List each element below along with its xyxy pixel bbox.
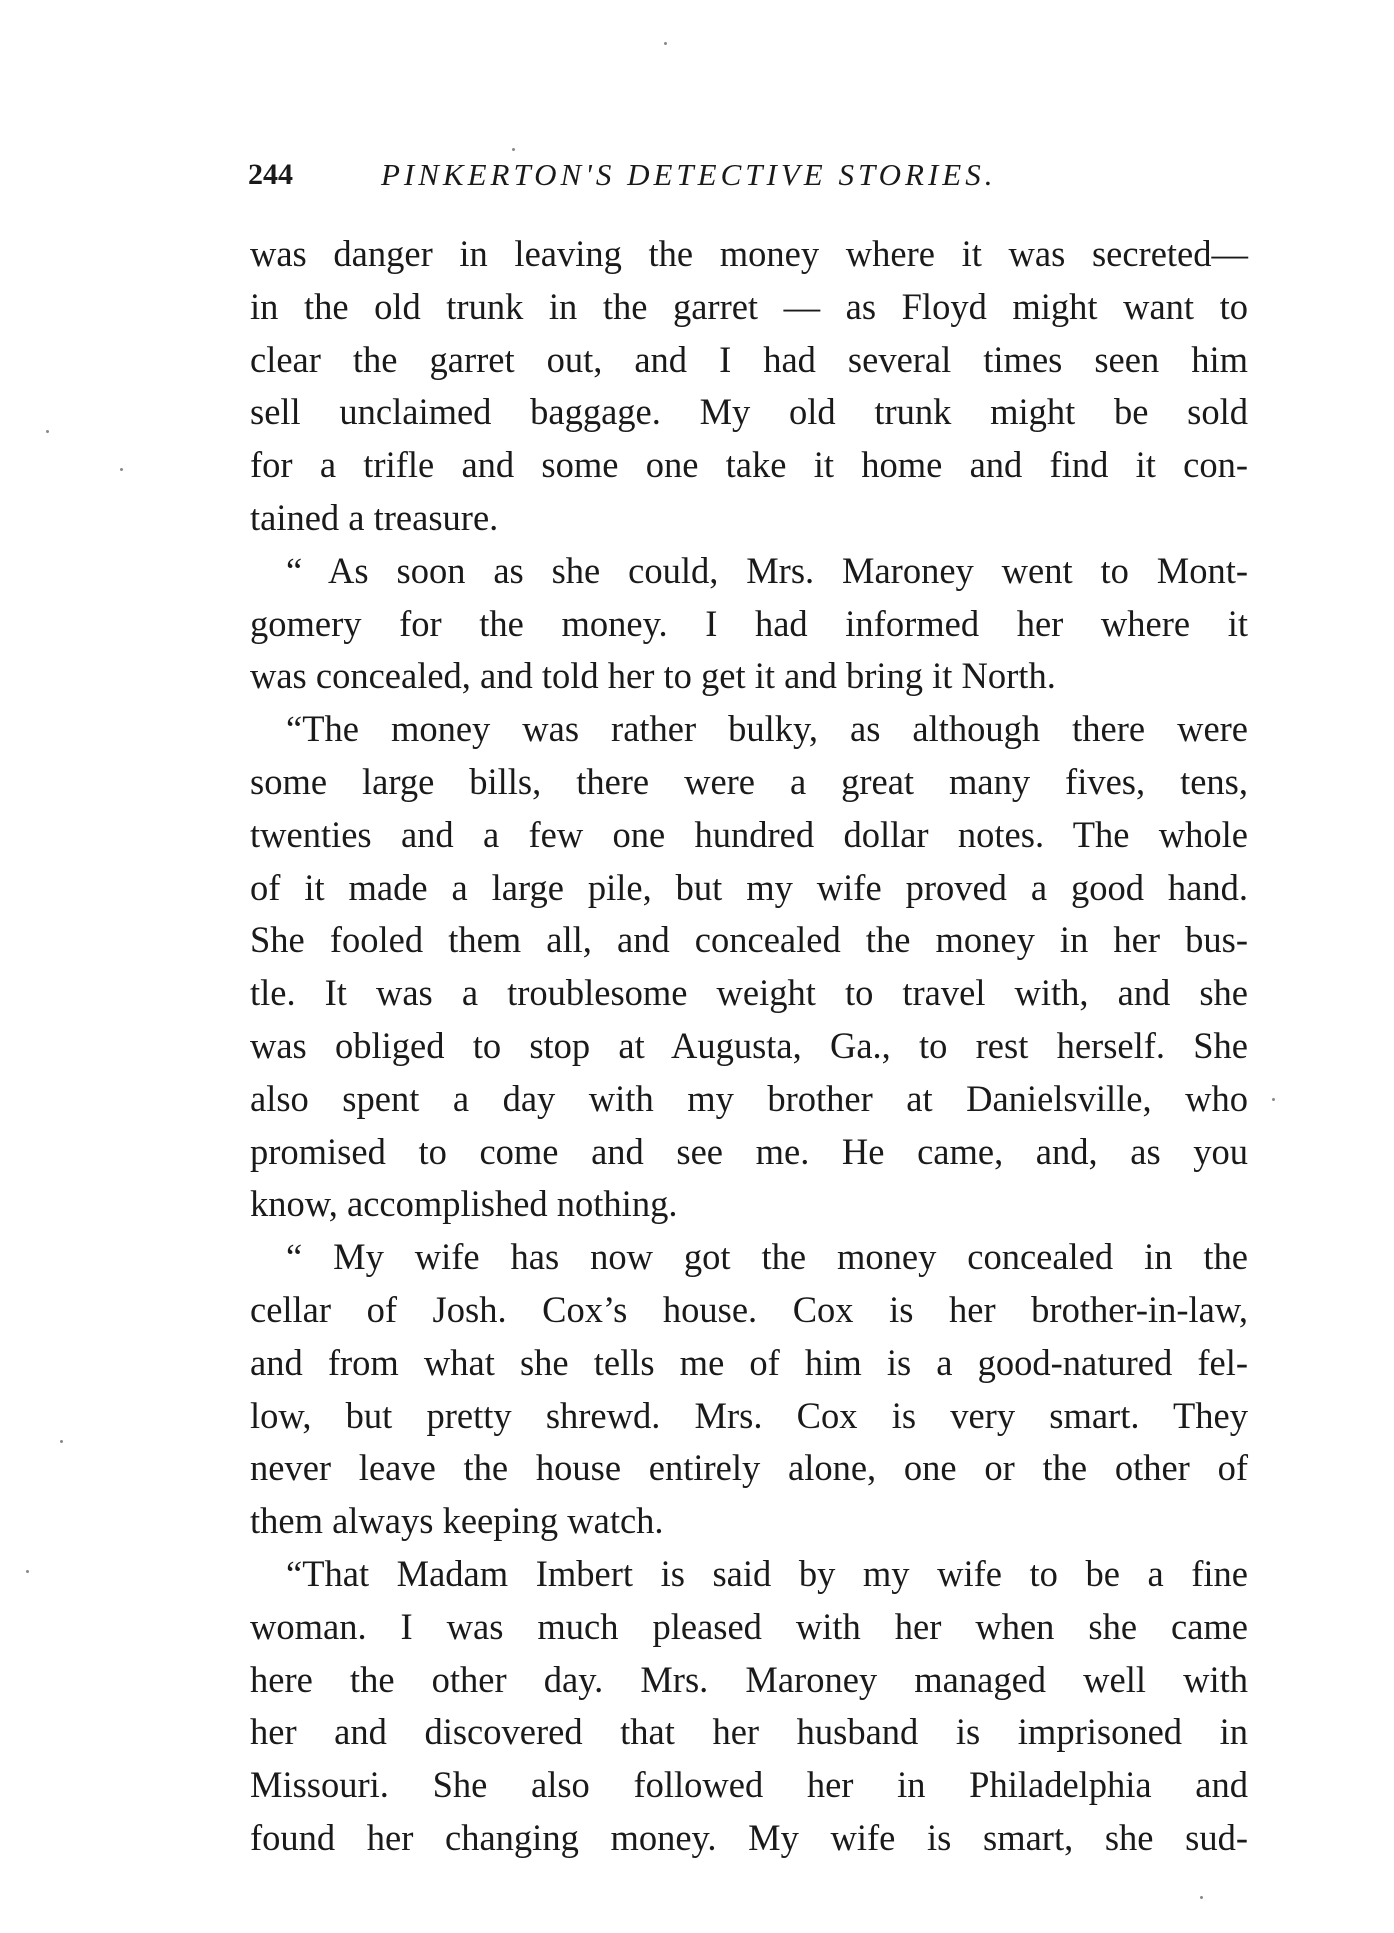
text-line: low, but pretty shrewd. Mrs. Cox is very smart. They (250, 1394, 1248, 1436)
scan-speck (1200, 1896, 1203, 1899)
text-line: promised to come and see me. He came, and, as you (250, 1130, 1248, 1172)
paragraph (250, 703, 1248, 1231)
text-line: for a trifle and some one take it home and find it con- (250, 444, 1248, 486)
scan-speck (26, 1570, 29, 1573)
text-line: woman. I was much pleased with her when she came (250, 1605, 1248, 1647)
text-line: was danger in leaving the money where it was secreted— (250, 233, 1248, 274)
text-line: She fooled them all, and concealed the money in her bus- (250, 919, 1248, 961)
text-line: “The money was rather bulky, as although there were (286, 708, 1248, 750)
text-line: also spent a day with my brother at Danielsville, who (250, 1077, 1248, 1119)
text-line: “ My wife has now got the money concealed in the (286, 1236, 1248, 1278)
text-line: “ As soon as she could, Mrs. Maroney went to Mont- (286, 549, 1248, 591)
paragraph (250, 1231, 1248, 1548)
scan-speck (60, 1440, 63, 1443)
page-number: 244 (248, 158, 293, 191)
text-line: was concealed, and told her to get it and bring it North. (250, 655, 1056, 697)
body-text (250, 228, 1248, 1865)
text-line: in the old trunk in the garret — as Floyd might want to (250, 285, 1248, 327)
running-head (248, 150, 1248, 200)
running-title: PINKERTON'S DETECTIVE STORIES. (381, 157, 997, 192)
text-line: found her changing money. My wife is smart, she sud- (250, 1816, 1248, 1858)
text-line: here the other day. Mrs. Maroney managed well with (250, 1658, 1248, 1700)
scan-speck (664, 42, 667, 45)
text-line: of it made a large pile, but my wife proved a good hand. (250, 866, 1248, 908)
scan-speck (46, 430, 49, 433)
text-line: was obliged to stop at Augusta, Ga., to rest herself. She (250, 1024, 1248, 1066)
text-line: her and discovered that her husband is imprisoned in (250, 1711, 1248, 1753)
text-line: them always keeping watch. (250, 1500, 664, 1542)
scan-speck (120, 468, 123, 471)
text-line: Missouri. She also followed her in Philadelphia and (250, 1764, 1248, 1806)
scan-speck (512, 148, 515, 151)
text-line: gomery for the money. I had informed her where it (250, 602, 1248, 644)
text-line: know, accomplished nothing. (250, 1183, 678, 1225)
scan-speck (1272, 1098, 1275, 1101)
text-line: never leave the house entirely alone, one or the other of (250, 1447, 1248, 1489)
text-line: twenties and a few one hundred dollar notes. The whole (250, 813, 1248, 855)
text-line: clear the garret out, and I had several times seen him (250, 338, 1248, 380)
text-line: tained a treasure. (250, 496, 499, 538)
paragraph (250, 545, 1248, 703)
text-line: “That Madam Imbert is said by my wife to be a fine (286, 1552, 1248, 1594)
text-line: some large bills, there were a great many fives, tens, (250, 760, 1248, 802)
text-line: cellar of Josh. Cox’s house. Cox is her brother-in-law, (250, 1288, 1248, 1330)
paragraph (250, 228, 1248, 545)
paragraph (250, 1548, 1248, 1865)
text-line: and from what she tells me of him is a good-natured fel- (250, 1341, 1248, 1383)
text-line: sell unclaimed baggage. My old trunk might be sold (250, 391, 1248, 433)
text-line: tle. It was a troublesome weight to travel with, and she (250, 972, 1248, 1014)
